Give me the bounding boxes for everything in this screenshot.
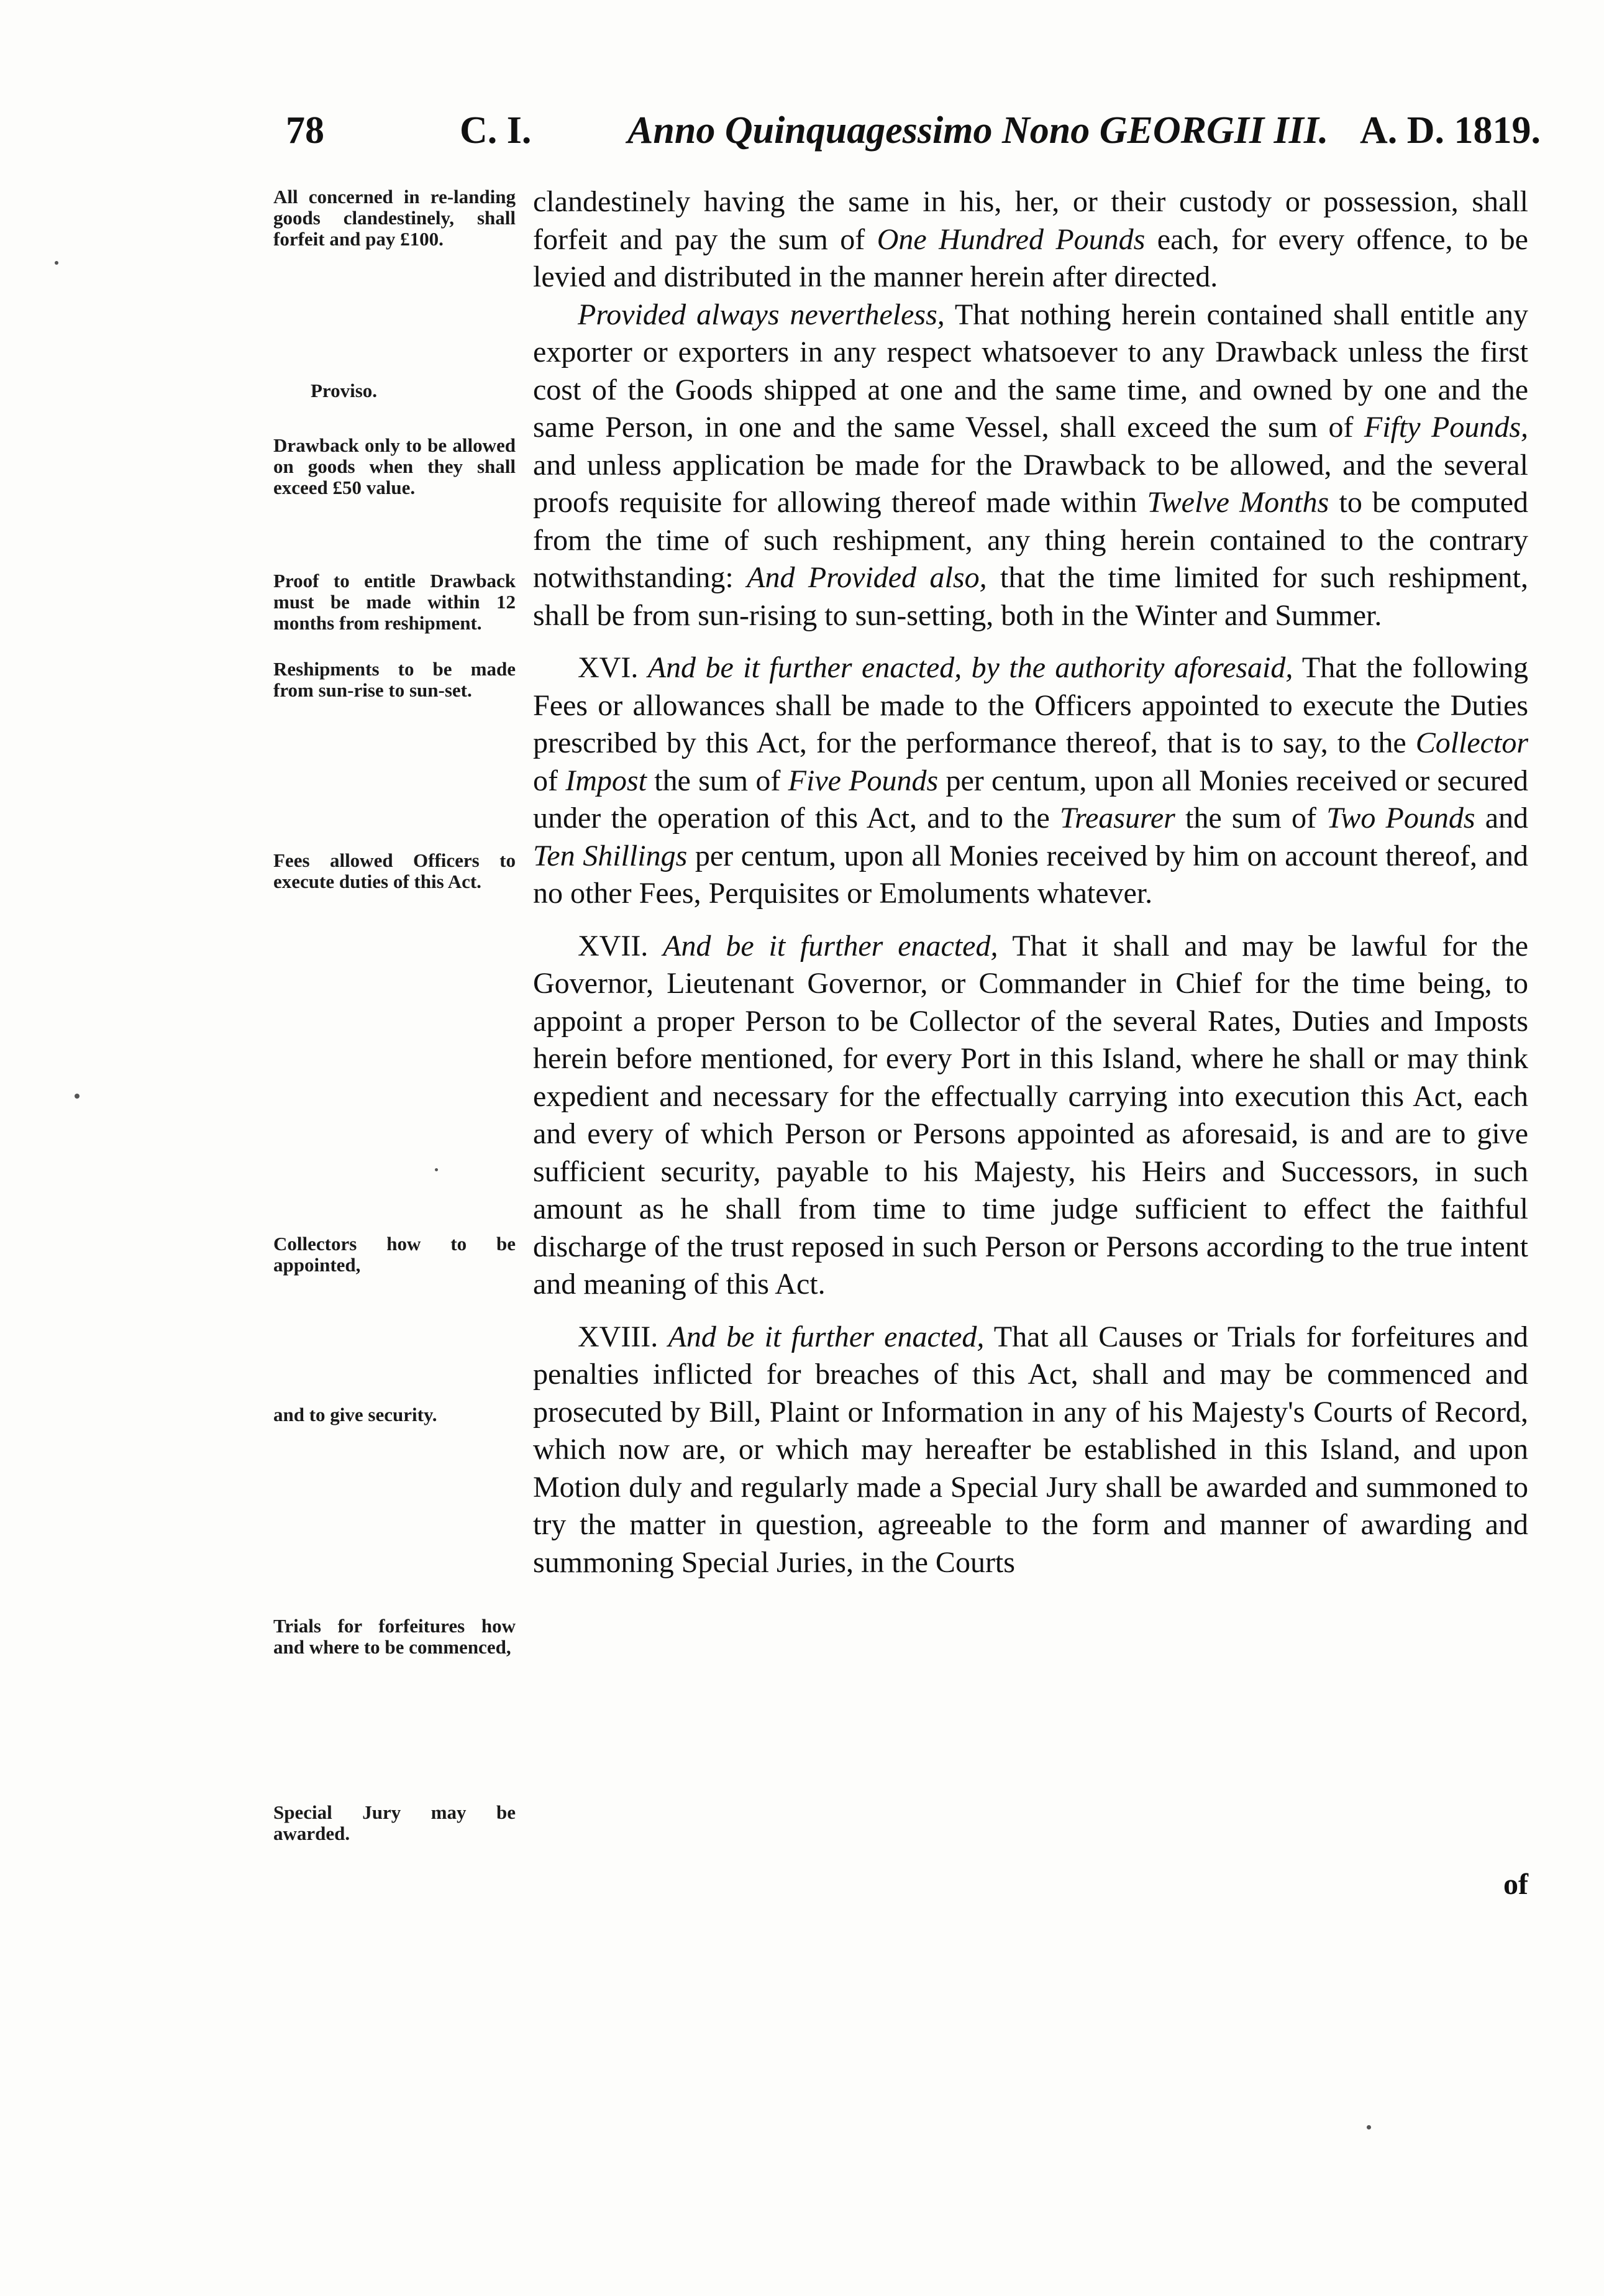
italic-text-run: Treasurer [1060, 802, 1175, 835]
margin-note-proviso: Proviso. [311, 380, 378, 401]
italic-text-run: And be it further enacted, by the authority aforesaid, [647, 651, 1293, 684]
text-run: the sum of [1175, 802, 1327, 835]
text-run: and unless application be made for the Drawback to be allowed, and the several proofs requisite for allowing thereof made within [533, 448, 1528, 519]
page-number: 78 [286, 109, 324, 152]
italic-text-run: Ten Shillings [533, 839, 688, 872]
text-run: That nothing herein contained shall entitle any exporter or exporters in any respect whatsoever to any Drawback unless the first cost of the Goods shipped at one and the same time, and owned by one and the same Person, in one and the same Vessel, shall exceed the sum of [533, 298, 1528, 444]
text-run: that the time limited for such reshipment, shall be from sun-rising to sun-setting, both in the Winter and Summer. [533, 561, 1528, 632]
italic-text-run: Fifty Pounds, [1364, 411, 1528, 444]
act-title: Anno Quinquagessimo Nono GEORGII III. [627, 109, 1329, 152]
paragraph-proviso [533, 296, 1528, 635]
text-run: That all Causes or Trials for forfeitures and penalties inflicted for breaches of this Act, shall and may be commenced and prosecuted by Bill, Plaint or Information in any of his Majesty's Courts of Record, which now are, or which may hereafter be established in this Island, and upon Motion duly and regularly made a Special Jury shall be awarded and summoned to try the matter in question, agreeable to the form and manner of awarding and summoning Special Juries, in the Courts [533, 1320, 1528, 1579]
margin-note-proof-drawback: Proof to entitle Drawback must be made within 12 months from reshipment. [273, 570, 516, 634]
section-xviii [533, 1319, 1528, 1582]
scan-speck [55, 261, 58, 265]
italic-text-run: Impost [565, 764, 647, 797]
italic-text-run: Twelve Months [1147, 486, 1329, 519]
scan-speck [435, 1168, 438, 1171]
margin-notes [273, 0, 516, 2296]
margin-note-reshipments: Reshipments to be made from sun-rise to sun-set. [273, 658, 516, 701]
italic-text-run: One Hundred Pounds [877, 222, 1146, 256]
italic-text-run: Five Pounds [788, 764, 939, 797]
text-run: That the following Fees or allowances shall be made to the Officers appointed to execute the Duties prescribed by this Act, for the performance thereof, that is to say, to the [533, 651, 1529, 759]
body-text [533, 183, 1528, 1581]
section-xvii [533, 928, 1528, 1304]
margin-note-drawback: Drawback only to be allowed on goods when they shall exceed £50 value. [273, 434, 516, 498]
year-label: A. D. 1819. [1359, 109, 1541, 152]
section-xvi [533, 649, 1528, 913]
margin-note-relanding: All concerned in re-landing goods clandestinely, shall forfeit and pay £100. [273, 186, 516, 250]
italic-text-run: And be it further enacted, [663, 929, 998, 963]
italic-text-run: And Provided also, [747, 561, 987, 594]
text-run: clandestinely having the same in his, her, or their custody or possession, shall forfeit and pay the sum of [533, 185, 1528, 256]
italic-text-run: Provided always nevertheless, [578, 298, 945, 331]
text-run: of [533, 764, 566, 797]
text-run: to be computed from the time of such reshipment, any thing herein contained to the contrary notwithstanding: [533, 486, 1528, 594]
text-run: the sum of [646, 764, 788, 797]
text-run: per centum, upon all Monies received by him on account thereof, and no other Fees, Perquisites or Emoluments whatever. [533, 839, 1528, 910]
catchword: of [1503, 1868, 1528, 1901]
margin-note-security: and to give security. [273, 1404, 437, 1425]
margin-note-collectors: Collectors how to be appointed, [273, 1233, 516, 1276]
scan-speck [75, 1094, 80, 1099]
text-run: and [1475, 802, 1529, 835]
scan-speck [1367, 2125, 1371, 2129]
margin-note-trials: Trials for forfeitures how and where to be commenced, [273, 1615, 516, 1658]
margin-note-special-jury: Special Jury may be awarded. [273, 1801, 516, 1844]
italic-text-run: Two Pounds [1326, 802, 1475, 835]
margin-note-fees: Fees allowed Officers to execute duties of this Act. [273, 849, 516, 892]
text-run: XVI. [578, 651, 648, 684]
italic-text-run: And be it further enacted, [668, 1320, 985, 1353]
italic-text-run: Collector [1415, 726, 1528, 759]
text-run: XVIII. [578, 1320, 668, 1353]
text-run: each, for every offence, to be levied and distributed in the manner herein after directed. [533, 222, 1528, 293]
paragraph-relanding-penalty [533, 183, 1528, 296]
text-run: per centum, upon all Monies received or secured under the operation of this Act, and to the [533, 764, 1529, 835]
text-run: That it shall and may be lawful for the Governor, Lieutenant Governor, or Commander in Chief for the time being, to appoint a proper Person to be Collector of the several Rates, Duties and Imposts herein before mentioned, for every Port in this Island, where he shall or may think expedient and necessary for the effectually carrying into execution this Act, each and every of which Person or Persons appointed as aforesaid, is and are to give sufficient security, payable to his Majesty, his Heirs and Successors, in such amount as he shall from time to time judge sufficient to effect the faithful discharge of the trust reposed in such Person or Persons according to the true intent and meaning of this Act. [533, 929, 1529, 1301]
chapter-label: C. I. [460, 109, 532, 152]
text-run: XVII. [578, 929, 663, 963]
